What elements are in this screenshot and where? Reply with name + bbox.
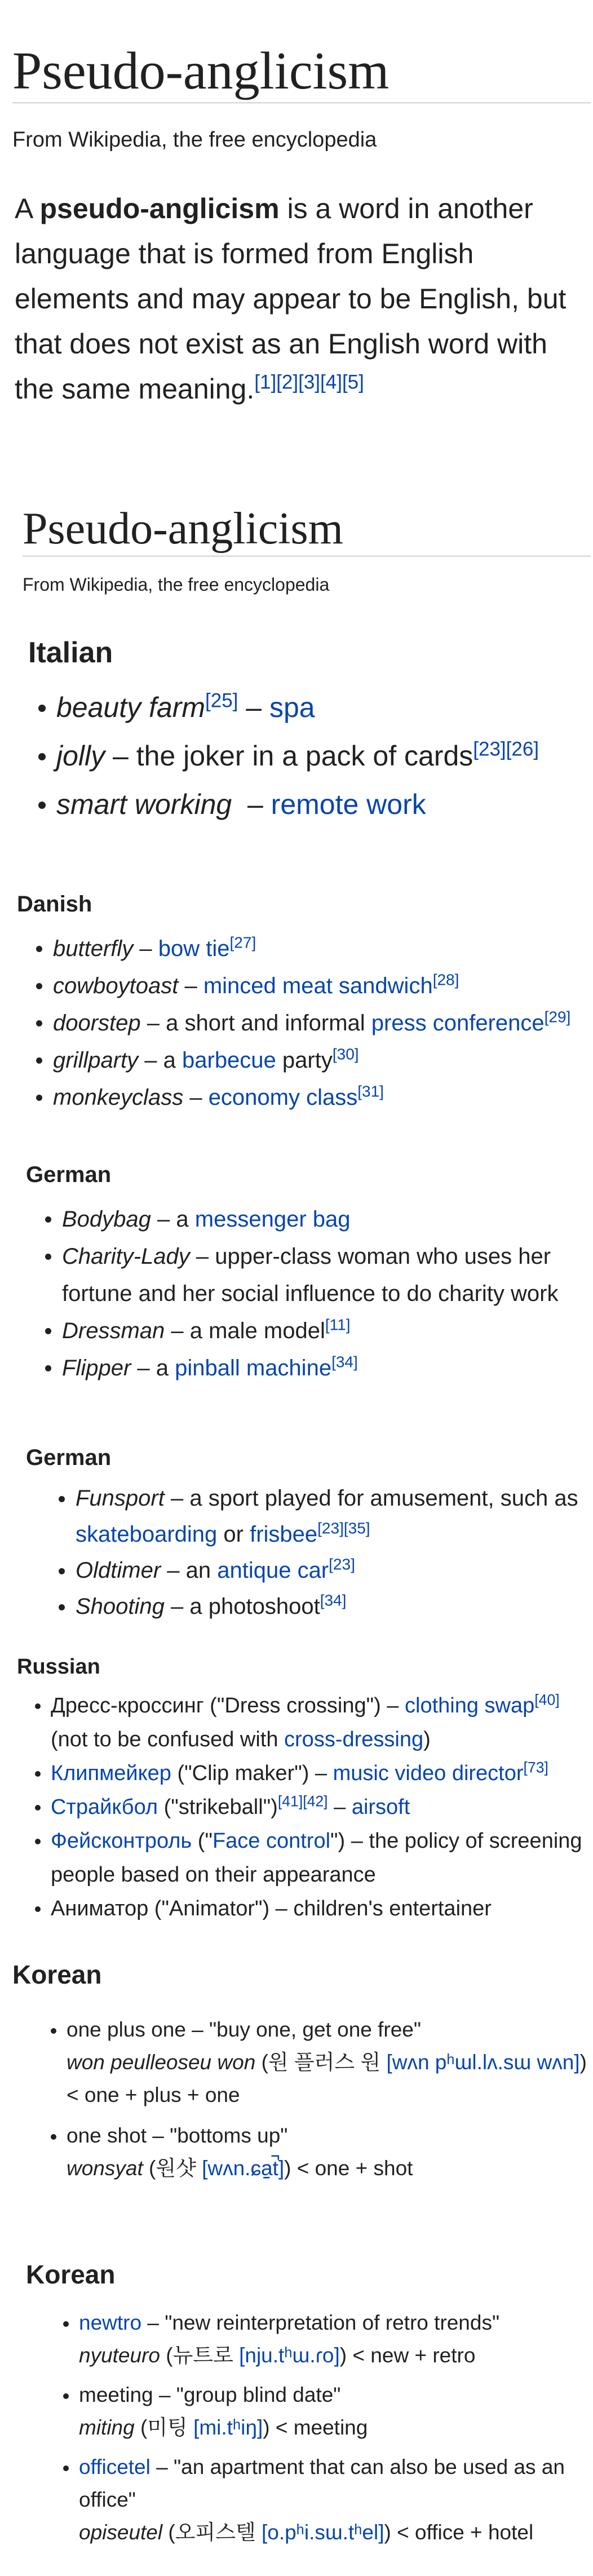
section-heading-russian: Russian [17,1655,100,1679]
list-item: one shot – "bottoms up" wonsyat (원샷 [wʌn.ɕa̠t̚]) < one + shot [67,2119,591,2185]
section-heading-german: German [26,1445,112,1470]
ref-link[interactable]: [5] [342,371,364,393]
list-item: Аниматор ("Animator") – children's entertainer [51,1892,589,1926]
section-heading-italian: Italian [28,636,113,669]
ref-link[interactable]: [23] [329,1555,355,1573]
korean-list-1 [67,2013,591,2185]
list-item: meeting – "group blind date" miting (미팅 [mi.tʰiŋ]) < meeting [79,2379,586,2444]
ref-link[interactable]: [73] [523,1759,548,1776]
ref-link[interactable]: [34] [331,1353,358,1371]
link-pinball-machine[interactable]: pinball machine [175,1356,332,1380]
german-list-1 [62,1201,581,1387]
list-item: Flipper – a pinball machine[34] [62,1349,581,1387]
list-item: smart working – remote work [56,780,581,829]
italian-list [56,683,581,829]
ref-link[interactable]: [30] [332,1045,359,1063]
ref-link[interactable]: [4] [320,371,342,393]
ref-link[interactable]: [41] [277,1792,303,1810]
ref-link[interactable]: [31] [357,1082,384,1100]
section-heading-german: German [26,1162,112,1187]
ref-link[interactable]: [29] [544,1008,571,1026]
section-heading-danish: Danish [17,892,92,917]
korean-list-2 [79,2307,586,2549]
list-item: butterfly – bow tie[27] [53,930,588,967]
link-press-conference[interactable]: press conference [371,1011,545,1035]
russian-list [51,1689,589,1926]
list-item: Oldtimer – an antique car[23] [76,1552,583,1588]
list-item: monkeyclass – economy class[31] [53,1079,588,1116]
section-heading-korean: Korean [12,1960,102,1989]
link-face-control[interactable]: Face control [212,1829,331,1853]
ref-link[interactable]: [26] [506,738,539,760]
ipa-link[interactable]: [mi.tʰiŋ] [193,2416,263,2439]
danish-list [53,930,588,1116]
link-face-control-ru[interactable]: Фейсконтроль [51,1829,192,1853]
link-frisbee[interactable]: frisbee [250,1522,318,1547]
list-item: Shooting – a photoshoot[34] [76,1588,583,1625]
list-item: newtro – "new reinterpretation of retro trends" nyuteuro (뉴트로 [nju.tʰɯ.ɾo]) < new + retro [79,2307,586,2372]
link-bow-tie[interactable]: bow tie [158,936,230,961]
link-economy-class[interactable]: economy class [208,1085,358,1110]
ref-link[interactable]: [25] [205,689,238,712]
list-item: cowboytoast – minced meat sandwich[28] [53,967,588,1004]
list-item: Funsport – a sport played for amusement, such as skateboarding or frisbee[23][35] [76,1480,583,1552]
link-messenger-bag[interactable]: messenger bag [194,1207,351,1232]
link-officetel[interactable]: officetel [79,2455,151,2478]
link-strikeball[interactable]: Страйкбол [51,1795,158,1819]
ipa-link[interactable]: [o.pʰi.sɯ.tʰel] [261,2521,384,2544]
ipa-link[interactable]: [wʌn.ɕa̠t̚] [202,2157,285,2180]
list-item: Дресс-кроссинг ("Dress crossing") – clothing swap[40] (not to be confused with cross-dressing) [51,1689,589,1756]
section-heading-korean: Korean [26,2260,116,2289]
ref-link[interactable]: [2] [276,371,299,393]
link-cross-dressing[interactable]: cross-dressing [284,1728,424,1751]
link-airsoft[interactable]: airsoft [351,1795,410,1819]
german-list-2 [76,1480,583,1625]
list-item: grillparty – a barbecue party[30] [53,1042,588,1079]
ipa-link[interactable]: [nju.tʰɯ.ɾo] [239,2344,340,2367]
list-item: one plus one – "buy one, get one free" won peulleoseu won (원 플러스 원 [wʌn pʰɯl.lʌ.sɯ wʌn]) < one + plus + one [67,2013,591,2112]
ref-link[interactable]: [34] [320,1591,347,1609]
lead-paragraph: A pseudo-anglicism is a word in another language that is formed from English elements and may appear to be English, but that does not exist as an English word with the same meaning.[1][2][3][4][5] [15,193,567,405]
link-spa[interactable]: spa [269,692,315,723]
list-item: doorstep – a short and informal press conference[29] [53,1004,588,1042]
list-item: beauty farm[25] – spa [56,683,581,732]
ref-link[interactable]: [1] [254,371,277,393]
link-antique-car[interactable]: antique car [217,1558,329,1583]
page-title: Pseudo-anglicism [12,43,591,103]
lead-term: pseudo-anglicism [39,193,280,224]
link-clipmaker[interactable]: Клипмейкер [51,1761,171,1785]
link-skateboarding[interactable]: skateboarding [76,1522,218,1547]
link-music-video-director[interactable]: music video director [333,1761,524,1785]
list-item: officetel – "an apartment that can also be used as an office" opiseutel (오피스텔 [o.pʰi.sɯ.tʰel]) < office + hotel [79,2451,586,2549]
page-tagline-2: From Wikipedia, the free encyclopedia [23,574,330,595]
ref-link[interactable]: [40] [534,1691,560,1709]
list-item: Bodybag – a messenger bag [62,1201,581,1238]
ref-link[interactable]: [3] [298,371,321,393]
list-item: jolly – the joker in a pack of cards[23][26] [56,732,581,780]
list-item: Клипмейкер ("Clip maker") – music video director[73] [51,1756,589,1790]
page-title-2: Pseudo-anglicism [23,504,591,556]
list-item: Фейсконтроль ("Face control") – the policy of screening people based on their appearance [51,1824,589,1892]
link-newtro[interactable]: newtro [79,2311,142,2334]
link-barbecue[interactable]: barbecue [182,1048,276,1073]
link-minced-meat-sandwich[interactable]: minced meat sandwich [203,973,433,998]
link-clothing-swap[interactable]: clothing swap [405,1694,535,1718]
ref-link[interactable]: [42] [303,1792,328,1810]
page-tagline: From Wikipedia, the free encyclopedia [12,128,377,152]
list-item: Страйкбол ("strikeball")[41][42] – airsoft [51,1790,589,1824]
link-remote-work[interactable]: remote work [271,789,426,820]
ref-link[interactable]: [35] [343,1519,370,1537]
list-item: Charity-Lady – upper-class woman who uses her fortune and her social influence to do charity work [62,1238,581,1312]
ref-link[interactable]: [28] [432,971,459,989]
ref-link[interactable]: [11] [325,1316,351,1334]
ref-link[interactable]: [27] [229,933,256,951]
ref-link[interactable]: [23] [473,738,506,760]
list-item: Dressman – a male model[11] [62,1312,581,1349]
ref-link[interactable]: [23] [317,1519,344,1537]
ipa-link[interactable]: [wʌn pʰɯl.lʌ.sɯ wʌn] [386,2051,580,2074]
